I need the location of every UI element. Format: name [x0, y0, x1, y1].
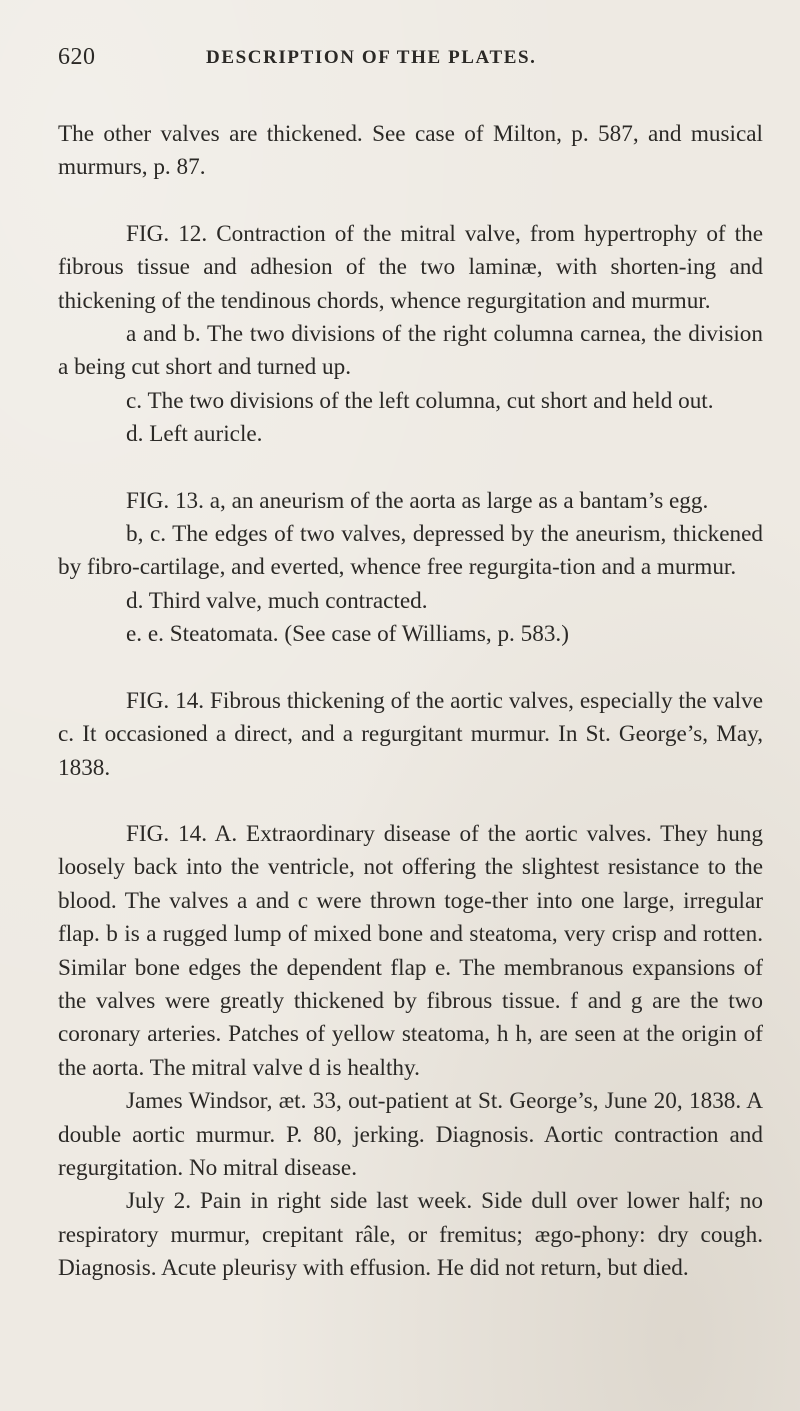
page-number: 620: [58, 44, 96, 70]
paragraph-fig-13: FIG. 13. a, an aneurism of the aorta as large as a bantam’s egg.: [126, 487, 709, 514]
paragraph-fig-14-a: FIG. 14. A. Extraordinary disease of the aortic valves. They hung loosely back into the ventricle, not offering the slightest resistance to the blood. The valves a and c were thrown toge-ther into one large, irregular flap. b is a rugged lump of mixed bone and steatoma, very crisp and rotten. Similar bone edges the dependent flap e. The membranous expansions of the valves were greatly thickened by fibrous tissue. f and g are the two coronary arteries. Patches of yellow steatoma, h h, are seen at the origin of the aorta. The mitral valve d is healthy.: [58, 820, 763, 1081]
paragraph-case-windsor: James Windsor, æt. 33, out-patient at St. George’s, June 20, 1838. A double aortic murmur. P. 80, jerking. Diagnosis. Aortic contraction and regurgitation. No mitral disease.: [58, 1088, 763, 1181]
paragraph-case-july: July 2. Pain in right side last week. Side dull over lower half; no respiratory murmur, crepitant râle, or fremitus; ægo-phony: dry cough. Diagnosis. Acute pleurisy with effusion. He did not return, but died.: [58, 1188, 763, 1282]
paragraph-milton-reference: The other valves are thickened. See case of Milton, p. 587, and musical murmurs, p. 87.: [58, 121, 763, 181]
paragraph-fig-12-d: d. Left auricle.: [126, 421, 263, 448]
paragraph-fig-13-e: e. e. Steatomata. (See case of Williams, p. 583.): [126, 621, 569, 648]
paragraph-fig-14: FIG. 14. Fibrous thickening of the aortic valves, especially the valve c. It occasioned a direct, and a regurgitant murmur. In St. George’s, May, 1838.: [58, 687, 763, 781]
body-text: [58, 118, 763, 1286]
paragraph-fig-12-c: c. The two divisions of the left columna, cut short and held out.: [126, 387, 714, 414]
paragraph-fig-13-d: d. Third valve, much contracted.: [126, 587, 428, 614]
running-head: DESCRIPTION OF THE PLATES.: [206, 47, 537, 68]
page-header: [58, 44, 758, 80]
paragraph-fig-12: FIG. 12. Contraction of the mitral valve, from hypertrophy of the fibrous tissue and adhesion of the two laminæ, with shorten-ing and thickening of the tendinous chords, whence regurgitation and murmur.: [58, 220, 763, 314]
paragraph-fig-13-b-c: b, c. The edges of two valves, depressed by the aneurism, thickened by fibro-cartilage, and everted, whence free regurgita-tion and a murmur.: [58, 521, 763, 581]
paragraph-fig-12-a-b: a and b. The two divisions of the right columna carnea, the division a being cut short and turned up.: [58, 321, 763, 381]
